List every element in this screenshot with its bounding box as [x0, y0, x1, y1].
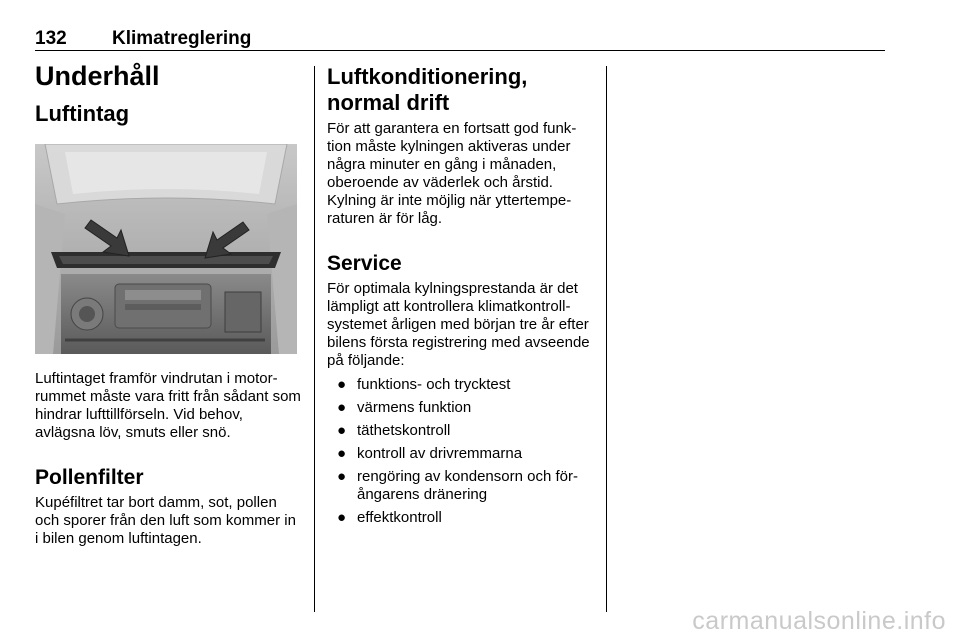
list-item: ● funktions- och trycktest [337, 376, 511, 393]
section-title: Underhåll [35, 61, 160, 91]
pollen-filter-heading: Pollenfilter [35, 466, 144, 489]
column-divider-1 [314, 66, 315, 612]
bullet-icon: ● [337, 422, 347, 439]
bullet-icon: ● [337, 468, 347, 485]
ac-heading: Luftkonditionering, normal drift [327, 64, 528, 115]
air-intake-text: Luftintaget framför vindrutan i motorrummet måste vara fritt från sådant som hindrar lufttillförseln. Vid behov, avlägsna löv, smuts eller snö. [35, 370, 301, 441]
list-item: ● täthetskontroll [337, 422, 451, 439]
right-column [327, 60, 595, 532]
service-text: För optimala kylningsprestanda är det lämpligt att kontrollera klimatkontrollsystemet årligen med början tre år efter bilens första registrering med avseende på följande: [327, 280, 590, 369]
engine-bay-photo [35, 144, 297, 354]
service-checklist [327, 376, 595, 527]
bullet-icon: ● [337, 509, 347, 526]
list-item: ● värmens funktion [337, 399, 472, 416]
list-item: ● kontroll av drivremmarna [337, 445, 523, 462]
list-item: ● effektkontroll [337, 509, 442, 526]
service-heading: Service [327, 252, 402, 275]
bullet-icon: ● [337, 376, 347, 393]
bullet-icon: ● [337, 399, 347, 416]
column-divider-2 [606, 66, 607, 612]
list-item: ● rengöring av kondensorn och förångarens dränering [337, 468, 578, 503]
air-intake-heading: Luftintag [35, 101, 130, 126]
page-number: 132 [35, 28, 67, 49]
left-column [35, 60, 301, 548]
bullet-icon: ● [337, 445, 347, 462]
ac-text: För att garantera en fortsatt god funktion måste kylningen aktiveras under några minuter en gång i månaden, oberoende av väderlek och årstid. Kylning är inte möjlig när yttertemperaturen är för låg. [327, 120, 577, 227]
chapter-title: Klimatreglering [112, 28, 252, 49]
watermark-link[interactable]: carmanualsonline.info [692, 607, 946, 635]
pollen-filter-text: Kupéfiltret tar bort damm, sot, pollen och sporer från den luft som kommer in i bilen genom luftintagen. [35, 494, 296, 547]
page-header [35, 26, 885, 51]
